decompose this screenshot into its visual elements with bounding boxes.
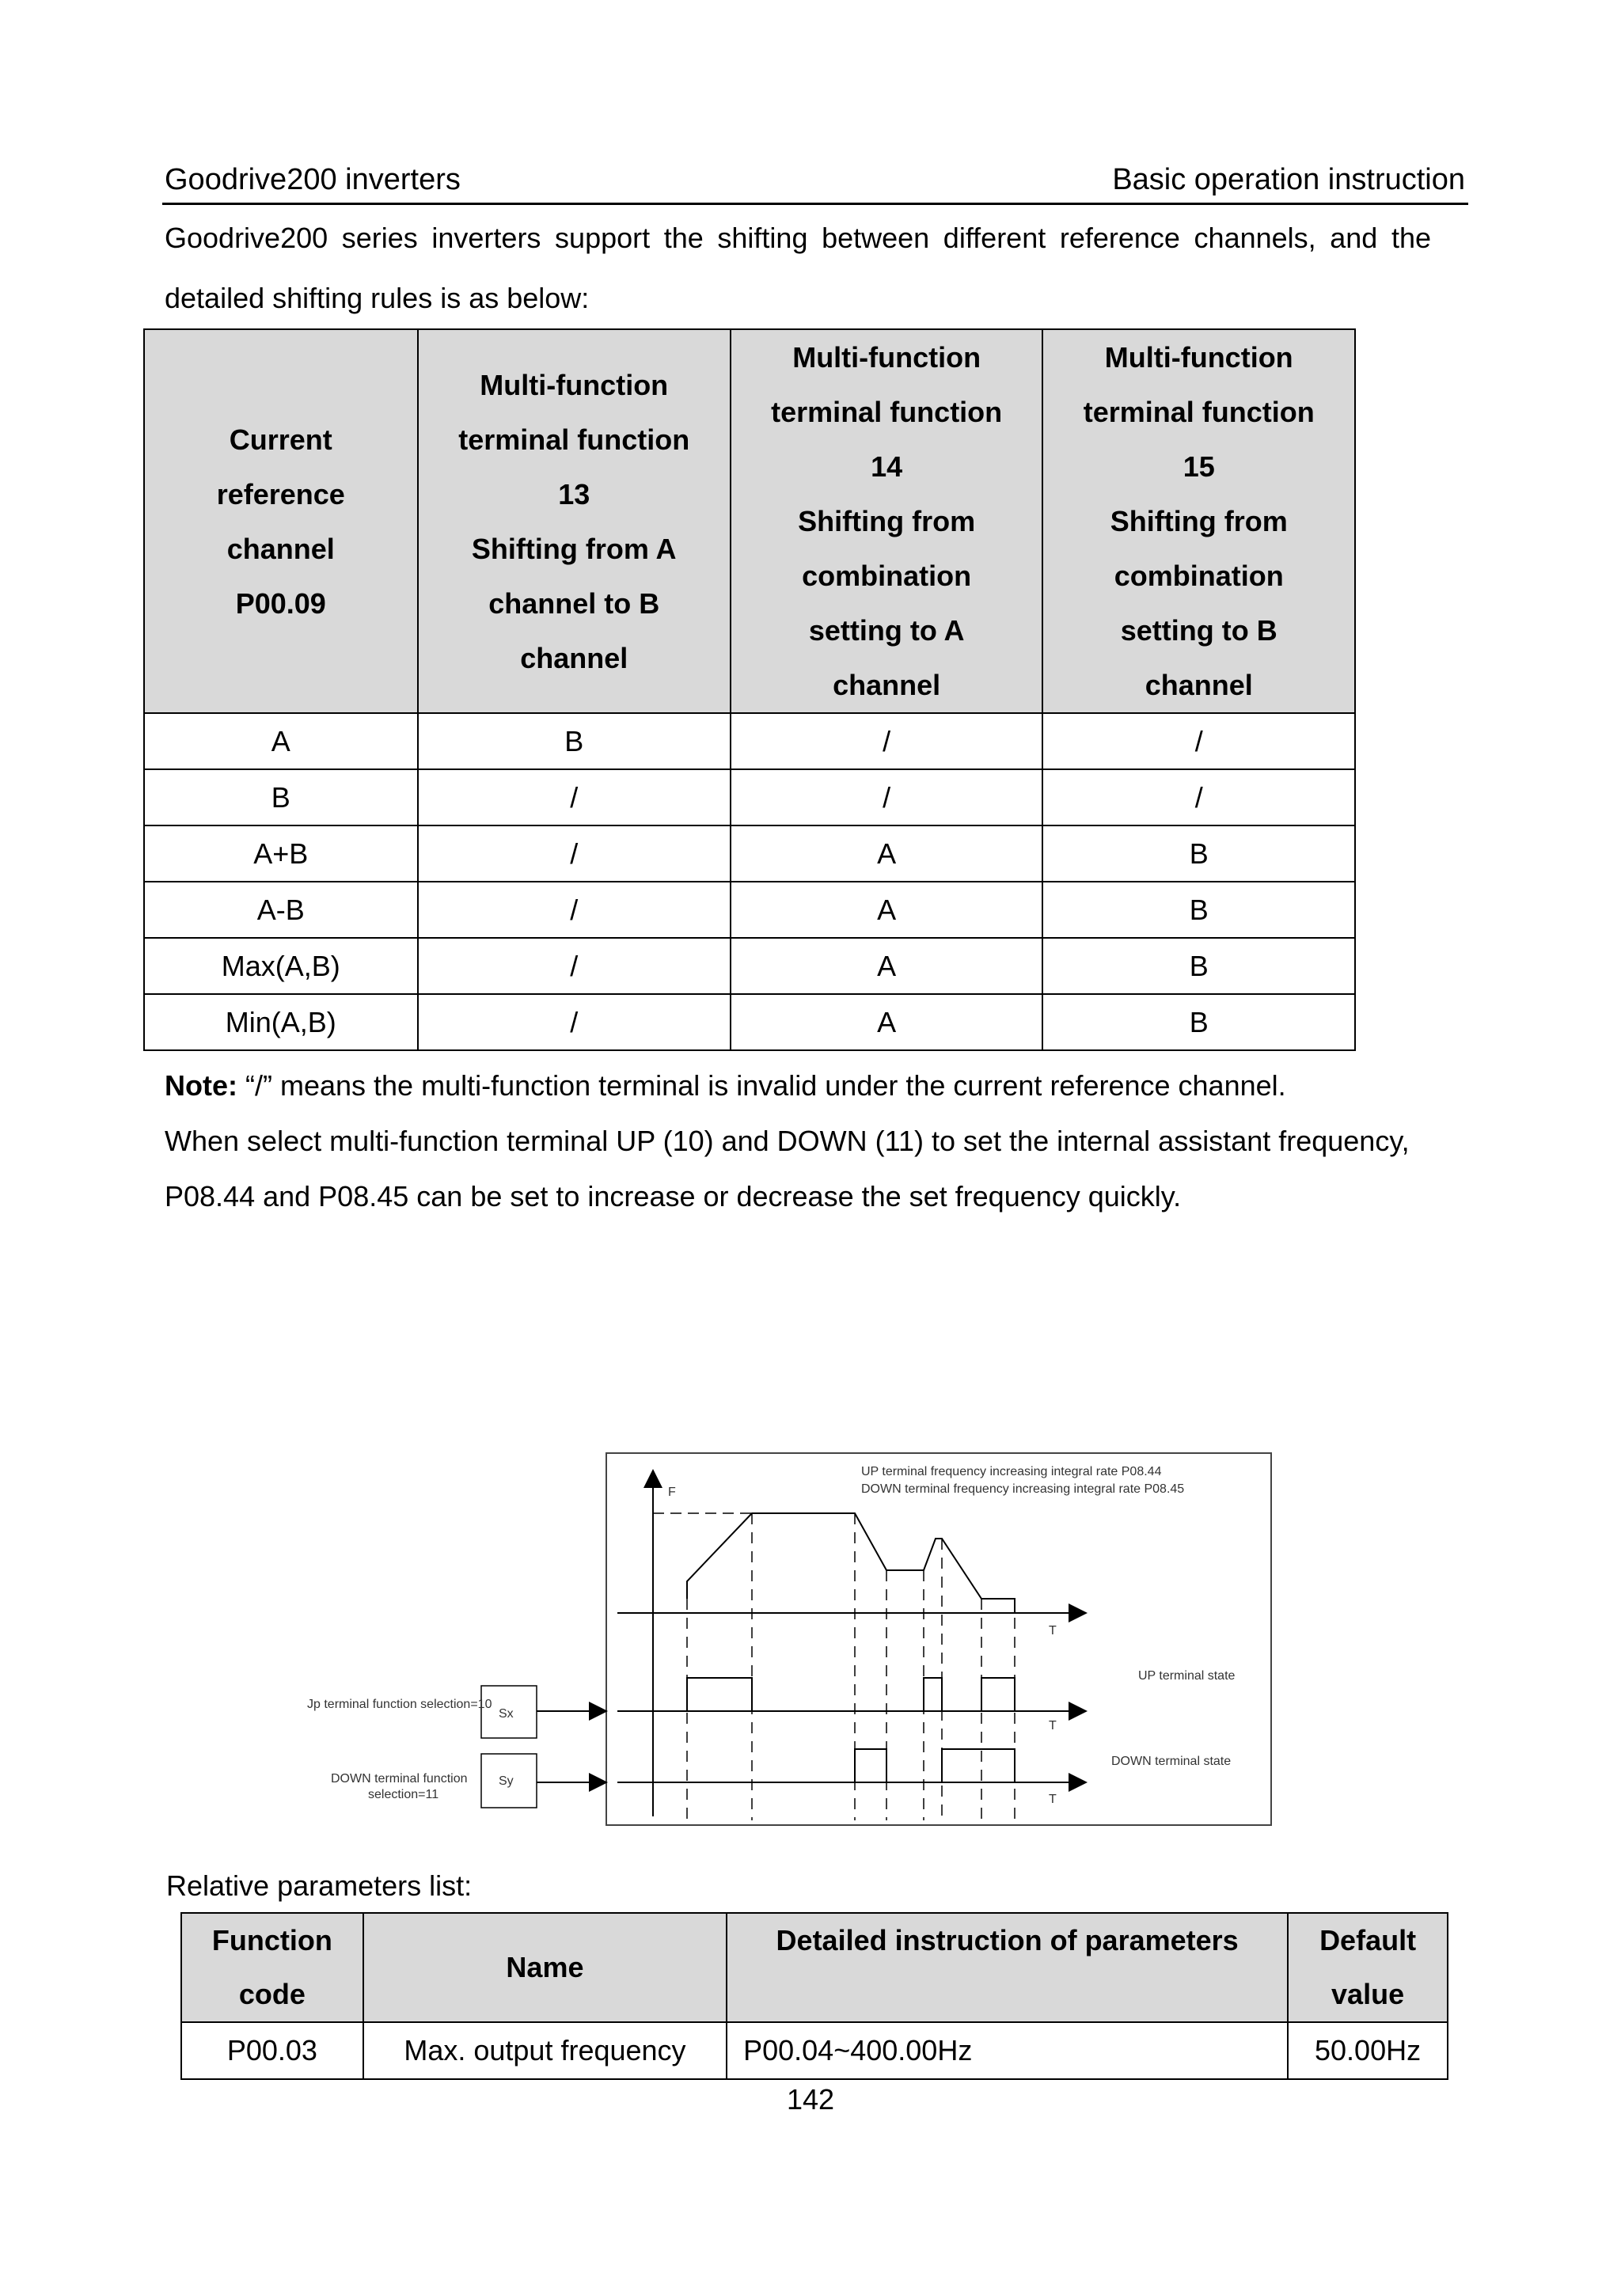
table-cell: A <box>731 994 1043 1050</box>
header-line: Shifting from A <box>471 532 677 565</box>
header-line: Default <box>1319 1924 1417 1956</box>
note-line-2: When select multi-function terminal UP (10) and DOWN (11) to set the internal assistant frequency, <box>165 1125 1410 1157</box>
header-line: Shifting from <box>1110 505 1288 537</box>
up-selection-label: Jp terminal function selection=10 <box>307 1698 492 1711</box>
header-line: channel to B <box>488 586 660 620</box>
up-pulse-3 <box>981 1678 1015 1711</box>
header-line: value <box>1331 1978 1405 2010</box>
table-row <box>144 713 1355 769</box>
table-cell: P00.04~400.00Hz <box>727 2022 1288 2079</box>
up-pulse-2 <box>924 1678 942 1711</box>
header-line: combination <box>802 560 972 592</box>
table-cell: 50.00Hz <box>1288 2022 1448 2079</box>
table-cell: B <box>1042 938 1355 994</box>
table-cell: / <box>418 994 731 1050</box>
header-line: terminal function <box>771 396 1003 428</box>
shift-table-header-row <box>144 329 1355 713</box>
table-cell: / <box>418 938 731 994</box>
table-row <box>144 882 1355 938</box>
table-cell: B <box>144 769 418 825</box>
down-selection-label-2: selection=11 <box>368 1788 439 1801</box>
table-row <box>144 994 1355 1050</box>
table-cell: / <box>1042 713 1355 769</box>
header-terminal-function-15 <box>1042 329 1355 713</box>
legend-up-rate: UP terminal frequency increasing integral rate P08.44 <box>861 1465 1162 1478</box>
sy-label: Sy <box>499 1774 514 1788</box>
table-row <box>144 769 1355 825</box>
header-line: 15 <box>1183 450 1215 483</box>
table-cell: / <box>1042 769 1355 825</box>
header-line: channel <box>833 669 941 701</box>
header-line: Shifting from <box>798 505 976 537</box>
table-cell: B <box>1042 825 1355 882</box>
header-line: P00.09 <box>235 586 326 620</box>
down-selection-label-1: DOWN terminal function <box>331 1772 468 1786</box>
table-cell: B <box>1042 882 1355 938</box>
header-line: channel <box>226 532 335 565</box>
down-terminal-state-label: DOWN terminal state <box>1111 1755 1232 1768</box>
table-cell: B <box>1042 994 1355 1050</box>
table-cell: A-B <box>144 882 418 938</box>
table-cell: A <box>144 713 418 769</box>
params-caption: Relative parameters list: <box>166 1869 473 1902</box>
sx-label: Sx <box>499 1707 514 1721</box>
header-right: Basic operation instruction <box>1112 163 1465 196</box>
up-terminal-state-label: UP terminal state <box>1138 1669 1236 1683</box>
table-cell: A <box>731 938 1043 994</box>
table-cell: / <box>731 769 1043 825</box>
intro-line-1: Goodrive200 series inverters support the shifting between different reference channels, and the <box>165 222 1431 254</box>
header-line: 13 <box>558 477 590 510</box>
header-rule <box>162 203 1468 205</box>
param-table-header-row <box>181 1913 1448 2022</box>
table-cell: A <box>731 825 1043 882</box>
note-label: Note: <box>165 1069 237 1102</box>
table-cell: / <box>731 713 1043 769</box>
t-axis-label-1: T <box>1049 1624 1057 1638</box>
header-line: Multi-function <box>480 368 669 401</box>
table-row <box>144 825 1355 882</box>
table-cell: B <box>418 713 731 769</box>
down-pulse-2 <box>942 1749 1015 1782</box>
header-name: Name <box>363 1913 727 2022</box>
table-cell: Max(A,B) <box>144 938 418 994</box>
note-text: “/” means the multi-function terminal is invalid under the current reference channel. <box>237 1069 1286 1102</box>
header-line: setting to B <box>1120 614 1277 647</box>
table-cell: / <box>418 825 731 882</box>
page-number: 142 <box>786 2083 835 2116</box>
note-line-1 <box>165 1055 1431 1116</box>
header-line: terminal function <box>458 423 690 456</box>
header-line: reference <box>216 477 345 510</box>
header-line: code <box>238 1978 306 2010</box>
intro-line-2: detailed shifting rules is as below: <box>165 282 590 314</box>
table-cell: Min(A,B) <box>144 994 418 1050</box>
header-current-reference-channel <box>144 329 418 713</box>
up-pulse-1 <box>687 1678 752 1711</box>
down-pulse-1 <box>855 1749 886 1782</box>
legend-down-rate: DOWN terminal frequency increasing integral rate P08.45 <box>861 1482 1185 1496</box>
f-axis-label: F <box>668 1486 676 1499</box>
transition-dashes <box>687 1513 1015 1820</box>
table-cell: A+B <box>144 825 418 882</box>
header-line: combination <box>1114 560 1284 592</box>
table-row <box>144 938 1355 994</box>
up-down-terminal-diagram <box>293 1440 1290 1836</box>
header-line: Multi-function <box>792 341 981 374</box>
header-line: Function <box>211 1924 332 1956</box>
t-axis-label-3: T <box>1049 1793 1057 1806</box>
header-line: setting to A <box>808 614 965 647</box>
parameter-table <box>180 1912 1448 2080</box>
table-cell: P00.03 <box>181 2022 363 2079</box>
header-terminal-function-13 <box>418 329 731 713</box>
diagram-frame <box>606 1453 1271 1825</box>
table-cell: A <box>731 882 1043 938</box>
frequency-curve <box>687 1513 1015 1613</box>
header-terminal-function-14 <box>731 329 1043 713</box>
header-line: terminal function <box>1083 396 1315 428</box>
header-default-value <box>1288 1913 1448 2022</box>
header-detailed-instruction <box>727 1913 1288 2022</box>
table-cell: / <box>418 769 731 825</box>
header-line: Multi-function <box>1104 341 1293 374</box>
table-cell: / <box>418 882 731 938</box>
header-line: Detailed instruction of parameters <box>776 1924 1239 1956</box>
header-line: channel <box>520 641 628 674</box>
header-line: 14 <box>871 450 903 483</box>
table-cell: Max. output frequency <box>363 2022 727 2079</box>
header-left: Goodrive200 inverters <box>165 163 461 196</box>
note-line-3: P08.44 and P08.45 can be set to increase or decrease the set frequency quickly. <box>165 1180 1182 1213</box>
t-axis-label-2: T <box>1049 1719 1057 1732</box>
header-function-code <box>181 1913 363 2022</box>
header-line: Current <box>229 423 332 456</box>
table-row <box>181 2022 1448 2079</box>
shift-rules-table <box>143 328 1356 1051</box>
header-line: channel <box>1145 669 1253 701</box>
